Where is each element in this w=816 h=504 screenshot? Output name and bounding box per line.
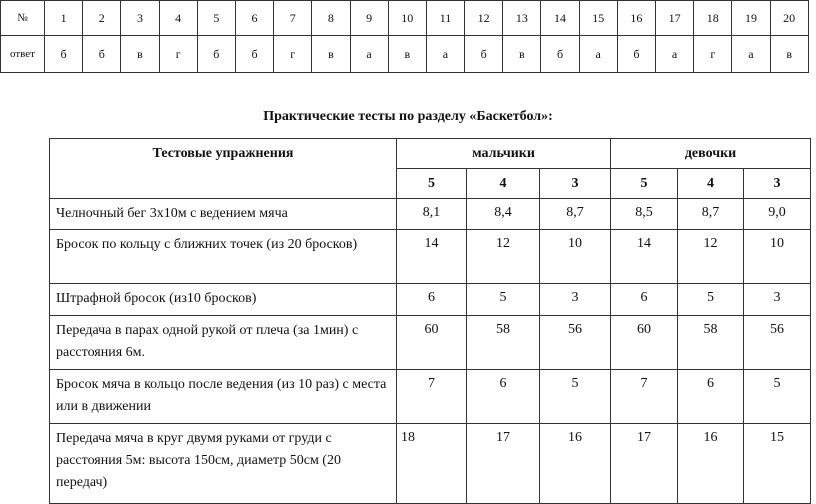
norm-value: 16 [540, 424, 611, 504]
answer-cell: б [45, 36, 83, 73]
question-number-cell: 13 [503, 1, 541, 36]
grade-header: 3 [744, 169, 811, 199]
grade-header: 5 [397, 169, 467, 199]
question-number-cell: 2 [83, 1, 121, 36]
exercise-name: Штрафной бросок (из10 бросков) [50, 284, 397, 316]
grade-header: 5 [611, 169, 678, 199]
norm-value: 3 [744, 284, 811, 316]
answer-key-answer-row [1, 36, 809, 73]
norm-value: 8,4 [467, 199, 540, 230]
norm-value: 60 [611, 316, 678, 370]
girls-header: девочки [611, 139, 811, 169]
norm-value: 15 [744, 424, 811, 504]
norm-value: 9,0 [744, 199, 811, 230]
norm-value: 5 [467, 284, 540, 316]
norm-value: 60 [397, 316, 467, 370]
question-number-cell: 5 [197, 1, 235, 36]
norm-value: 3 [540, 284, 611, 316]
grade-header: 4 [678, 169, 744, 199]
norm-value: 12 [678, 230, 744, 284]
table-row [50, 199, 811, 230]
norm-value: 12 [467, 230, 540, 284]
question-number-cell: 11 [426, 1, 464, 36]
norm-value: 6 [678, 370, 744, 424]
answer-cell: а [579, 36, 617, 73]
question-number-cell: 10 [388, 1, 426, 36]
answer-cell: б [83, 36, 121, 73]
question-number-cell: 20 [770, 1, 808, 36]
question-number-cell: 7 [274, 1, 312, 36]
question-number-cell: 8 [312, 1, 350, 36]
table-row [50, 424, 811, 504]
exercise-header: Тестовые упражнения [50, 139, 397, 199]
norm-value: 5 [744, 370, 811, 424]
answer-cell: а [426, 36, 464, 73]
exercise-name: Челночный бег 3х10м с ведением мяча [50, 199, 397, 230]
table-row [50, 370, 811, 424]
norm-value: 7 [611, 370, 678, 424]
answer-cell: а [732, 36, 770, 73]
question-number-cell: 16 [617, 1, 655, 36]
exercise-name: Бросок мяча в кольцо после ведения (из 10 раз) с места или в движении [50, 370, 397, 424]
question-number-cell: 17 [656, 1, 694, 36]
norm-value: 56 [540, 316, 611, 370]
norm-value: 10 [744, 230, 811, 284]
answer-cell: в [770, 36, 808, 73]
norm-value: 14 [611, 230, 678, 284]
answer-cell: б [197, 36, 235, 73]
table-row [50, 230, 811, 284]
number-header-cell: № [1, 1, 45, 36]
question-number-cell: 18 [694, 1, 732, 36]
answer-cell: в [388, 36, 426, 73]
question-number-cell: 14 [541, 1, 579, 36]
question-number-cell: 12 [465, 1, 503, 36]
question-number-cell: 6 [235, 1, 273, 36]
answer-cell: в [312, 36, 350, 73]
norm-value: 16 [678, 424, 744, 504]
boys-header: мальчики [397, 139, 611, 169]
norm-value: 18 [397, 424, 467, 504]
question-number-cell: 15 [579, 1, 617, 36]
norm-value: 56 [744, 316, 811, 370]
norm-value: 17 [611, 424, 678, 504]
answer-cell: в [121, 36, 159, 73]
norm-value: 7 [397, 370, 467, 424]
answer-cell: а [350, 36, 388, 73]
answer-cell: г [694, 36, 732, 73]
answer-cell: б [235, 36, 273, 73]
norm-value: 8,7 [540, 199, 611, 230]
norm-value: 6 [611, 284, 678, 316]
basketball-tests-table [49, 138, 811, 504]
norm-value: 58 [678, 316, 744, 370]
table-row [50, 316, 811, 370]
norm-value: 5 [540, 370, 611, 424]
question-number-cell: 9 [350, 1, 388, 36]
answer-cell: б [465, 36, 503, 73]
question-number-cell: 1 [45, 1, 83, 36]
answer-cell: в [503, 36, 541, 73]
grade-header: 4 [467, 169, 540, 199]
answer-key-number-row [1, 1, 809, 36]
answer-key-table [0, 0, 809, 73]
answer-cell: г [274, 36, 312, 73]
answer-cell: б [617, 36, 655, 73]
question-number-cell: 3 [121, 1, 159, 36]
norm-value: 8,5 [611, 199, 678, 230]
norm-value: 14 [397, 230, 467, 284]
answer-cell: а [656, 36, 694, 73]
norm-value: 6 [397, 284, 467, 316]
grade-header: 3 [540, 169, 611, 199]
answer-cell: г [159, 36, 197, 73]
question-number-cell: 4 [159, 1, 197, 36]
norm-value: 8,7 [678, 199, 744, 230]
tests-header-row [50, 139, 811, 169]
exercise-name: Передача мяча в круг двумя руками от груди с расстояния 5м: высота 150см, диаметр 50см (20 передач) [50, 424, 397, 504]
answer-header-cell: ответ [1, 36, 45, 73]
exercise-name: Бросок по кольцу с ближних точек (из 20 бросков) [50, 230, 397, 284]
norm-value: 5 [678, 284, 744, 316]
answer-cell: б [541, 36, 579, 73]
norm-value: 58 [467, 316, 540, 370]
norm-value: 8,1 [397, 199, 467, 230]
norm-value: 6 [467, 370, 540, 424]
table-row [50, 284, 811, 316]
exercise-name: Передача в парах одной рукой от плеча (за 1мин) с расстояния 6м. [50, 316, 397, 370]
norm-value: 17 [467, 424, 540, 504]
section-title: Практические тесты по разделу «Баскетбол»: [263, 109, 553, 124]
norm-value: 10 [540, 230, 611, 284]
question-number-cell: 19 [732, 1, 770, 36]
